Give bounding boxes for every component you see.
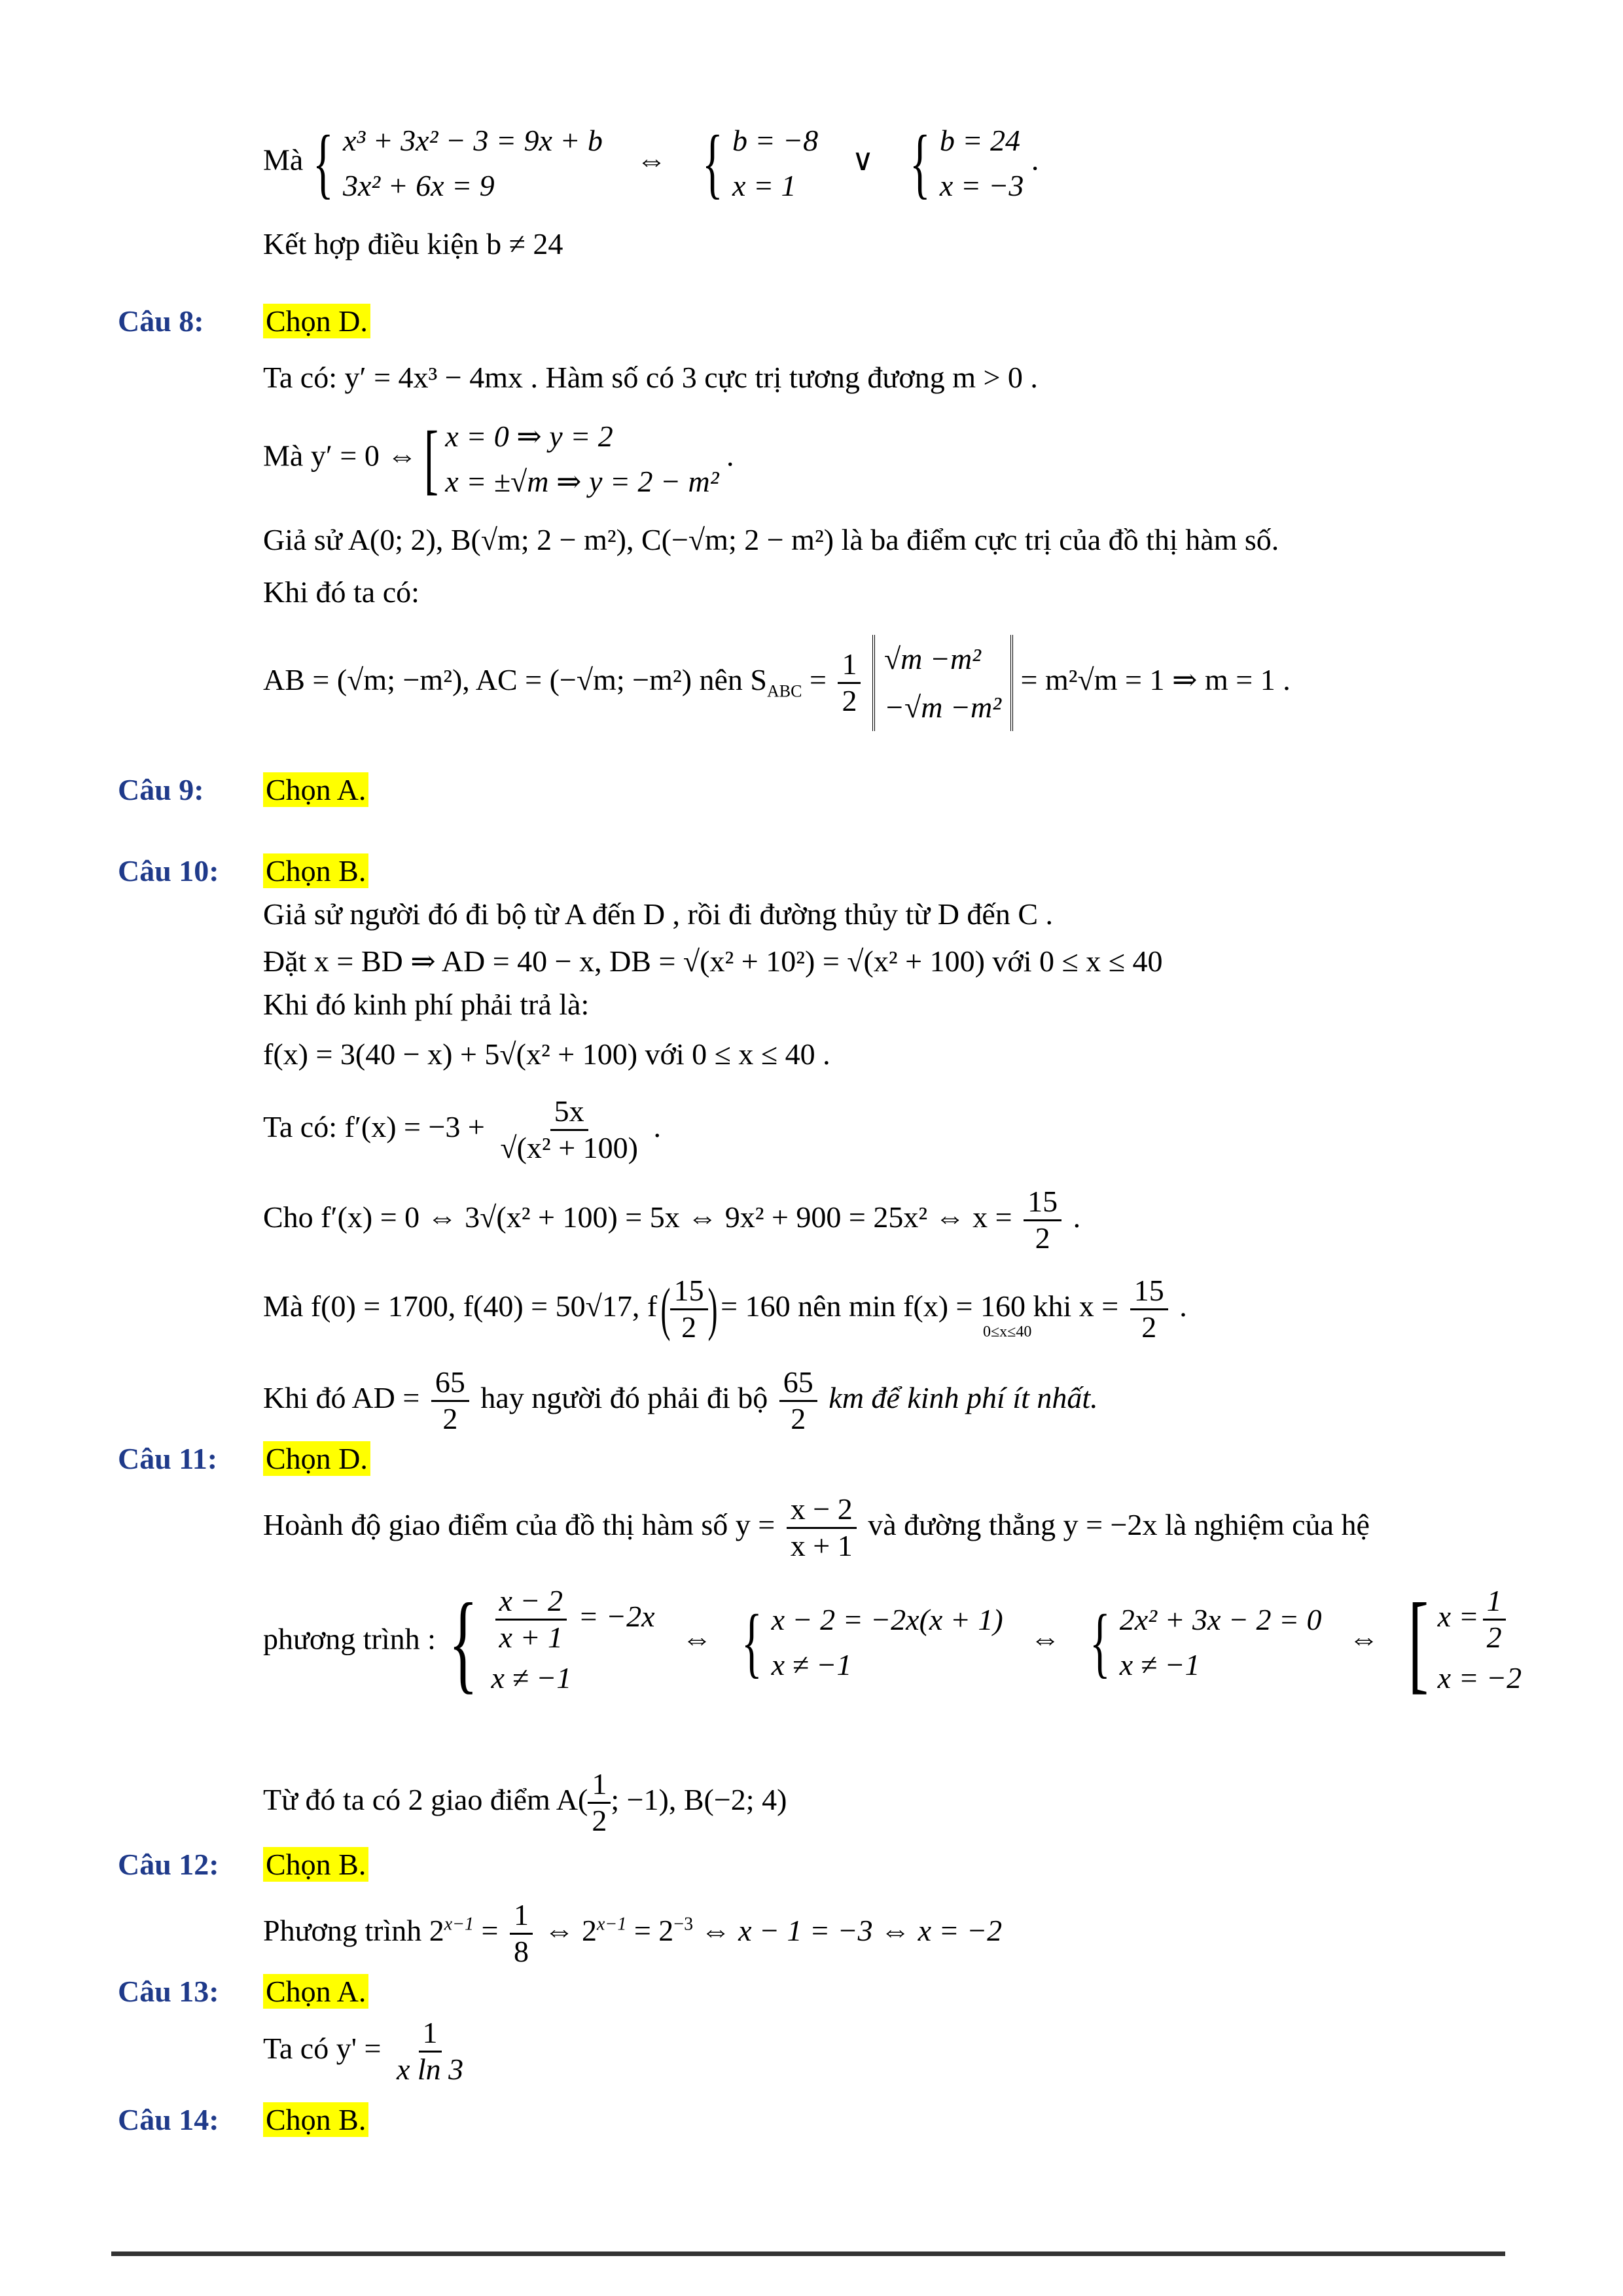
text-line: Khi đó kinh phí phải trả là:	[263, 988, 590, 1021]
text: .	[653, 1109, 661, 1143]
text-line: Giả sử người đó đi bộ từ A đến D , rồi đi đường thủy từ D đến C .	[263, 897, 1054, 931]
answer-label: Chọn A.	[263, 1974, 368, 2009]
equation: x = ±√m ⇒ y = 2 − m²	[445, 465, 719, 498]
formula-line	[263, 1898, 1002, 1969]
denominator: 2	[1141, 1310, 1157, 1344]
system-1	[343, 118, 603, 208]
numerator: 1	[838, 647, 861, 684]
equation: x = −2	[1437, 1660, 1522, 1695]
answer-label: Chọn D.	[263, 1441, 370, 1476]
question-label: Câu 8:	[118, 304, 204, 338]
text: ⇔ 2	[544, 1913, 597, 1947]
fraction	[1130, 1274, 1168, 1345]
text: = 160 nên min f(x) = 160 khi x =	[721, 1289, 1119, 1323]
text-ma: Mà	[263, 143, 304, 177]
fraction	[510, 1898, 533, 1969]
formula-line	[263, 2016, 471, 2087]
superscript: −3	[673, 1914, 694, 1935]
formula-line	[263, 1365, 1098, 1437]
denominator: x + 1	[499, 1620, 563, 1654]
text: km để kinh phí ít nhất.	[829, 1380, 1098, 1414]
formula-line	[263, 1492, 1370, 1564]
formula-line	[263, 1767, 787, 1839]
fraction	[787, 1492, 857, 1564]
text-line: Giả sử A(0; 2), B(√m; 2 − m²), C(−√m; 2 − m²) là ba điểm cực trị của đồ thị hàm số.	[263, 523, 1279, 556]
numerator: 1	[588, 1767, 611, 1804]
text: = m²√m = 1 ⇒ m = 1 .	[1020, 663, 1291, 697]
numerator: 5x	[550, 1094, 588, 1131]
fraction	[495, 1584, 567, 1655]
numerator: 15	[1130, 1274, 1168, 1310]
answer-label: Chọn B.	[263, 2102, 368, 2137]
text: .	[1073, 1200, 1081, 1234]
denominator: 2	[791, 1401, 806, 1435]
left-bracket: [	[423, 415, 438, 502]
fraction	[393, 2016, 467, 2087]
fraction	[496, 1094, 642, 1166]
text: Hoành độ giao điểm của đồ thị hàm số y =	[263, 1507, 776, 1541]
equation: x = 0 ⇒ y = 2	[445, 420, 613, 453]
formula-line	[263, 635, 1291, 731]
equation: x³ + 3x² − 3 = 9x + b	[342, 124, 603, 157]
text: hay người đó phải đi bộ	[480, 1380, 776, 1414]
denominator: 2	[592, 1803, 607, 1837]
formula-line	[263, 1094, 661, 1166]
determinant	[872, 635, 1013, 731]
text: =	[481, 1913, 506, 1947]
denominator: 2	[442, 1401, 458, 1435]
text: = 2	[633, 1913, 674, 1947]
text: Ta có: f′(x) = −3 +	[263, 1109, 485, 1143]
answer-label: Chọn B.	[263, 1847, 368, 1882]
text-line: Mà y′ = 0 ⇔ [ x = 0 ⇒ y = 2 x = ±√m ⇒ y = 2 − m² .	[263, 414, 734, 504]
subscript: ABC	[767, 681, 802, 701]
text: ; −1), B(−2; 4)	[611, 1782, 787, 1816]
fraction	[1024, 1185, 1061, 1256]
denominator: x ln 3	[396, 2052, 464, 2086]
numerator: 15	[1024, 1185, 1061, 1221]
text: ⇔ x − 1 = −3 ⇔ x = −2	[700, 1913, 1003, 1947]
text: Phương trình 2	[263, 1913, 444, 1947]
system-2	[772, 1597, 1003, 1687]
denominator: 2	[681, 1310, 697, 1344]
equation: 3x² + 6x = 9	[342, 169, 495, 202]
fraction	[431, 1365, 469, 1437]
answer-label: Chọn A.	[263, 772, 368, 807]
numerator: 1	[419, 2016, 442, 2053]
or-symbol: ∨	[851, 143, 874, 177]
superscript: x−1	[444, 1914, 474, 1935]
left-brace: {	[312, 119, 334, 206]
text: và đường thẳng y = −2x là nghiệm của hệ	[868, 1507, 1370, 1541]
text-line: Kết hợp điều kiện b ≠ 24	[263, 227, 563, 260]
formula-line: Mà f(0) = 1700, f(40) = 50√17, f ( $\frac{15}{2}$ ) = 160 nên min f(x) = 160 khi x = $\frac{15}{2}$ . 0≤x≤40	[263, 1274, 1187, 1344]
question-label: Câu 11:	[118, 1442, 218, 1475]
numerator: 65	[779, 1365, 817, 1402]
equation: x − 2 = −2x(x + 1)	[771, 1602, 1003, 1636]
system-1	[491, 1584, 655, 1700]
question-label: Câu 9:	[118, 773, 204, 806]
matrix-row: −√m −m²	[883, 690, 1001, 724]
system-2	[732, 118, 818, 208]
equation: x ≠ −1	[771, 1647, 852, 1681]
equation: x = 1	[732, 169, 796, 202]
numerator: 1	[1483, 1584, 1506, 1621]
equation: 2x² + 3x − 2 = 0	[1119, 1602, 1322, 1636]
text-line: Đặt x = BD ⇒ AD = 40 − x, DB = √(x² + 10²) = √(x² + 100) với 0 ≤ x ≤ 40	[263, 944, 1163, 978]
left-brace: {	[741, 1598, 762, 1685]
text: Mà f(0) = 1700, f(40) = 50√17, f	[263, 1289, 658, 1323]
numerator: 15	[670, 1274, 708, 1310]
fraction	[588, 1767, 611, 1839]
text: = −2x	[571, 1599, 655, 1633]
text: Mà y′ = 0 ⇔	[263, 439, 418, 473]
left-brace: {	[448, 1580, 478, 1704]
equation: b = −8	[732, 124, 819, 157]
formula-line	[263, 1185, 1080, 1256]
left-brace: {	[1089, 1598, 1111, 1685]
text: Khi đó AD =	[263, 1380, 420, 1414]
denominator: 2	[1486, 1620, 1502, 1654]
denominator: x + 1	[790, 1528, 853, 1562]
equation: b = 24	[939, 124, 1020, 157]
denominator: 8	[514, 1934, 529, 1968]
denominator: 2	[842, 684, 857, 718]
question-label: Câu 14:	[118, 2103, 219, 2136]
equation: x ≠ −1	[1119, 1647, 1200, 1681]
question-label: Câu 12:	[118, 1848, 219, 1881]
system-3	[940, 118, 1024, 208]
matrix-row: √m −m²	[883, 642, 981, 675]
numerator: x − 2	[495, 1584, 567, 1621]
fraction	[838, 647, 861, 719]
footer-rule	[111, 2251, 1505, 2256]
equation: x ≠ −1	[491, 1660, 572, 1695]
denominator: √(x² + 100)	[500, 1130, 638, 1164]
text: Ta có y' =	[263, 2031, 382, 2065]
system	[445, 414, 719, 504]
subscript: 0≤x≤40	[983, 1323, 1032, 1340]
answer-label: Chọn D.	[263, 304, 370, 338]
text: x =	[1437, 1599, 1479, 1633]
left-bracket: [	[1408, 1580, 1429, 1704]
text: Cho f′(x) = 0 ⇔ 3√(x² + 100) = 5x ⇔ 9x² + 900 = 25x² ⇔ x =	[263, 1200, 1012, 1234]
text: phương trình :	[263, 1622, 436, 1656]
numerator: x − 2	[787, 1492, 857, 1529]
text: =	[809, 663, 834, 697]
denominator: 2	[1035, 1221, 1050, 1255]
left-brace: {	[702, 119, 723, 206]
numerator: 65	[431, 1365, 469, 1402]
text: Từ đó ta có 2 giao điểm A(	[263, 1782, 588, 1816]
numerator: 1	[510, 1898, 533, 1935]
question-label: Câu 10:	[118, 854, 219, 888]
text: AB = (√m; −m²), AC = (−√m; −m²) nên S	[263, 663, 768, 697]
fraction	[670, 1274, 708, 1345]
equation: x = −3	[939, 169, 1024, 202]
equiv-symbol: ⇔	[636, 143, 667, 177]
text-line: Ta có: y′ = 4x³ − 4mx . Hàm số có 3 cực trị tương đương m > 0 .	[263, 361, 1038, 394]
system-3	[1120, 1597, 1322, 1687]
system-4	[1438, 1584, 1522, 1700]
left-brace: {	[909, 119, 931, 206]
text-line: Khi đó ta có:	[263, 575, 419, 609]
question-label: Câu 13:	[118, 1975, 219, 2008]
system-line: Mà { x³ + 3x² − 3 = 9x + b 3x² + 6x = 9 ⇔ { b = −8 x = 1 ∨ { b = 24 x = −3 .	[263, 118, 1039, 208]
fraction	[779, 1365, 817, 1437]
system-line: phương trình : { $\frac{x - 2}{x + 1}$ = −2x x ≠ −1 ⇔ { x − 2 = −2x(x + 1) x ≠ −1 ⇔ { 2x² + 3x − 2 = 0 x ≠ −1 ⇔ [ x = $\frac{1}{2}$ x = −2	[263, 1580, 1522, 1704]
superscript: x−1	[597, 1914, 627, 1935]
answer-label: Chọn B.	[263, 853, 368, 888]
text: .	[1179, 1289, 1187, 1323]
fraction	[1483, 1584, 1506, 1655]
text-line: f(x) = 3(40 − x) + 5√(x² + 100) với 0 ≤ x ≤ 40 .	[263, 1037, 830, 1071]
